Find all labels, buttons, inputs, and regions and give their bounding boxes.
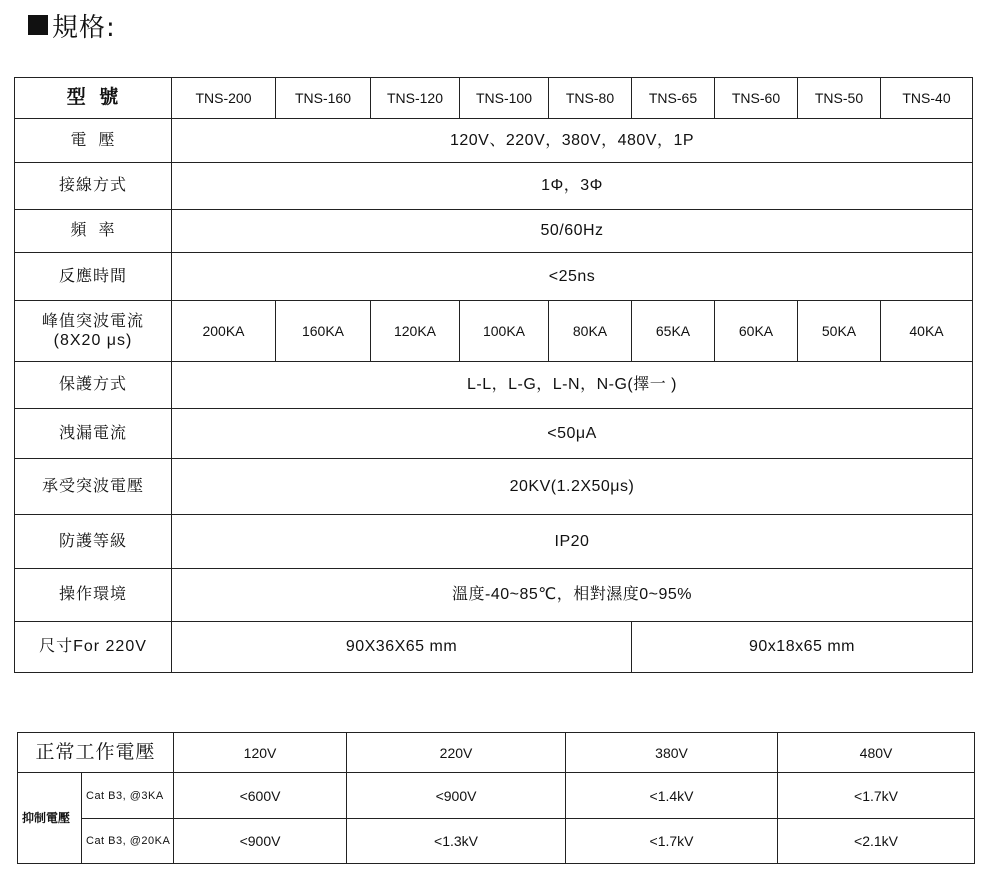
dimensions-value-b: 90x18x65 mm: [632, 622, 973, 673]
suppression-voltage-label: 抑制電壓: [18, 773, 82, 864]
wiring-label: 接線方式: [15, 163, 172, 210]
ip-rating-row: [15, 515, 973, 569]
spec-table: [14, 77, 973, 673]
voltage-header-row: [18, 733, 975, 773]
peak-surge-value: 100KA: [460, 301, 549, 362]
model-row: [15, 78, 973, 119]
suppression-row-3ka: [18, 773, 975, 819]
peak-surge-label-line1: 峰值突波電流: [41, 313, 144, 330]
environment-label: 操作環境: [15, 569, 172, 622]
response-label: 反應時間: [15, 253, 172, 301]
peak-surge-label: [15, 301, 172, 362]
environment-value: 溫度-40~85℃，相對濕度0~95%: [172, 569, 973, 622]
peak-surge-value: 40KA: [881, 301, 973, 362]
model-cell: TNS-40: [881, 78, 973, 119]
voltage-table: [17, 732, 975, 864]
frequency-value: 50/60Hz: [172, 210, 973, 253]
suppression-value: <1.3kV: [347, 819, 566, 864]
peak-surge-value: 160KA: [276, 301, 371, 362]
cat-label: Cat B3, @20KA: [82, 819, 174, 864]
model-cell: TNS-80: [549, 78, 632, 119]
wiring-value: 1Φ，3Φ: [172, 163, 973, 210]
peak-surge-value: 60KA: [715, 301, 798, 362]
section-heading: [28, 8, 116, 42]
peak-surge-label-line2: (8X20 μs): [53, 332, 133, 349]
frequency-row: [15, 210, 973, 253]
model-cell: TNS-160: [276, 78, 371, 119]
suppression-value: <900V: [174, 819, 347, 864]
peak-surge-value: 50KA: [798, 301, 881, 362]
response-row: [15, 253, 973, 301]
environment-row: [15, 569, 973, 622]
leakage-value: <50μA: [172, 409, 973, 459]
ip-rating-label: 防護等級: [15, 515, 172, 569]
voltage-row: [15, 119, 973, 163]
working-voltage-header: 正常工作電壓: [18, 733, 174, 773]
protection-mode-value: L-L，L-G，L-N，N-G(擇一 ): [172, 362, 973, 409]
model-cell: TNS-60: [715, 78, 798, 119]
black-square-icon: [28, 15, 48, 35]
voltage-label: 電 壓: [15, 119, 172, 163]
withstand-label: 承受突波電壓: [15, 459, 172, 515]
peak-surge-value: 80KA: [549, 301, 632, 362]
working-voltage-cell: 220V: [347, 733, 566, 773]
peak-surge-value: 200KA: [172, 301, 276, 362]
working-voltage-cell: 120V: [174, 733, 347, 773]
model-cell: TNS-120: [371, 78, 460, 119]
leakage-label: 洩漏電流: [15, 409, 172, 459]
ip-rating-value: IP20: [172, 515, 973, 569]
dimensions-label: 尺寸For 220V: [15, 622, 172, 673]
response-value: <25ns: [172, 253, 973, 301]
working-voltage-cell: 380V: [566, 733, 778, 773]
protection-mode-label: 保護方式: [15, 362, 172, 409]
suppression-value: <600V: [174, 773, 347, 819]
withstand-value: 20KV(1.2X50μs): [172, 459, 973, 515]
section-heading-text: 規格:: [52, 12, 116, 43]
wiring-row: [15, 163, 973, 210]
suppression-value: <1.4kV: [566, 773, 778, 819]
peak-surge-value: 65KA: [632, 301, 715, 362]
dimensions-value-a: 90X36X65 mm: [172, 622, 632, 673]
withstand-row: [15, 459, 973, 515]
leakage-row: [15, 409, 973, 459]
suppression-value: <1.7kV: [566, 819, 778, 864]
protection-mode-row: [15, 362, 973, 409]
frequency-label: 頻 率: [15, 210, 172, 253]
voltage-value: 120V、220V，380V，480V，1P: [172, 119, 973, 163]
model-cell: TNS-100: [460, 78, 549, 119]
model-header: 型 號: [15, 78, 172, 119]
peak-surge-value: 120KA: [371, 301, 460, 362]
cat-label: Cat B3, @3KA: [82, 773, 174, 819]
dimensions-row: [15, 622, 973, 673]
model-cell: TNS-50: [798, 78, 881, 119]
suppression-value: <2.1kV: [778, 819, 975, 864]
suppression-value: <900V: [347, 773, 566, 819]
model-cell: TNS-65: [632, 78, 715, 119]
working-voltage-cell: 480V: [778, 733, 975, 773]
peak-surge-row: [15, 301, 973, 362]
model-cell: TNS-200: [172, 78, 276, 119]
suppression-row-20ka: [18, 819, 975, 864]
suppression-value: <1.7kV: [778, 773, 975, 819]
